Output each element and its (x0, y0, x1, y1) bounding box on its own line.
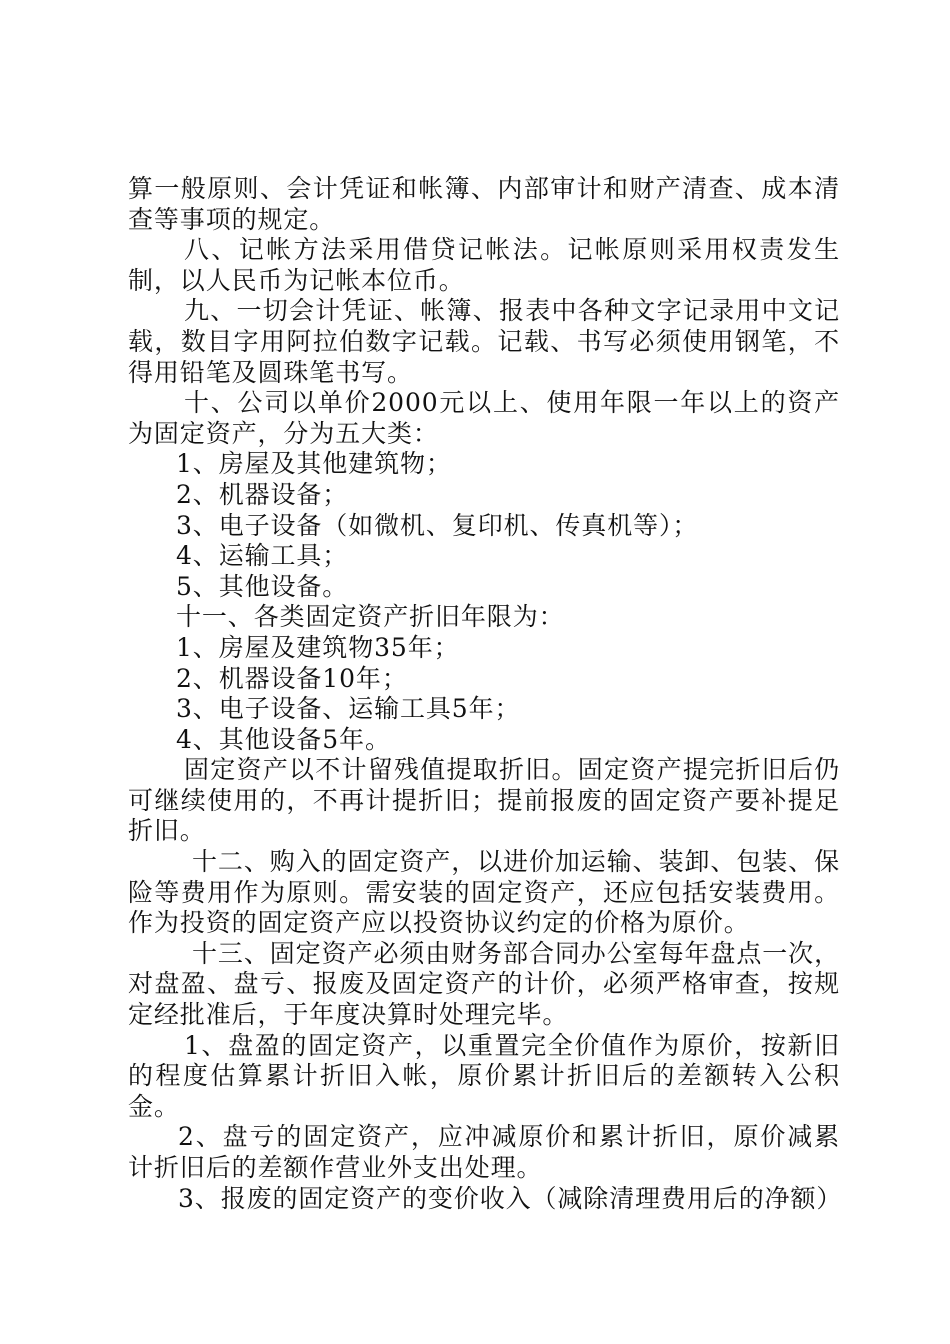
list-item-inventory-2: 2、盘亏的固定资产，应冲减原价和累计折旧，原价减累计折旧后的差额作营业外支出处理。 (128, 1122, 840, 1182)
list-item-depreciation-1: 1、房屋及建筑物35年； (176, 632, 460, 662)
paragraph-article-9: 九、一切会计凭证、帐簿、报表中各种文字记录用中文记载，数目字用阿拉伯数字记载。记载、书写必须使用钢笔，不得用铅笔及圆珠笔书写。 (128, 296, 840, 387)
paragraph-article-8: 八、记帐方法采用借贷记帐法。记帐原则采用权责发生制，以人民币为记帐本位币。 (128, 235, 840, 295)
paragraph-continuation: 算一般原则、会计凭证和帐簿、内部审计和财产清查、成本清查等事项的规定。 (128, 174, 840, 234)
paragraph-article-12: 十二、购入的固定资产，以进价加运输、装卸、包装、保险等费用作为原则。需安装的固定资产，还应包括安装费用。作为投资的固定资产应以投资协议约定的价格为原价。 (128, 847, 840, 938)
list-item-inventory-1: 1、盘盈的固定资产，以重置完全价值作为原价，按新旧的程度估算累计折旧入帐，原价累计折旧后的差额转入公积金。 (128, 1030, 840, 1121)
list-item-depreciation-4: 4、其他设备5年。 (176, 724, 391, 754)
paragraph-article-11: 十一、各类固定资产折旧年限为： (176, 602, 565, 632)
list-item-depreciation-2: 2、机器设备10年； (176, 663, 408, 693)
list-item-inventory-3: 3、报废的固定资产的变价收入（减除清理费用后的净额） (178, 1183, 843, 1213)
list-item-asset-class-5: 5、其他设备。 (176, 571, 349, 601)
document-body (128, 174, 843, 1214)
paragraph-article-13: 十三、固定资产必须由财务部合同办公室每年盘点一次，对盘盈、盘亏、报废及固定资产的计价，必须严格审查，按规定经批准后，于年度决算时处理完毕。 (128, 938, 840, 1030)
list-item-asset-class-1: 1、房屋及其他建筑物； (176, 449, 452, 479)
list-item-asset-class-4: 4、运输工具； (176, 541, 349, 571)
list-item-depreciation-3: 3、电子设备、运输工具5年； (176, 694, 521, 724)
paragraph-residual-value: 固定资产以不计留残值提取折旧。固定资产提完折旧后仍可继续使用的，不再计提折旧；提前报废的固定资产要补提足折旧。 (128, 755, 840, 846)
list-item-asset-class-2: 2、机器设备； (176, 479, 349, 509)
paragraph-article-10: 十、公司以单价2000元以上、使用年限一年以上的资产为固定资产，分为五大类： (128, 388, 840, 448)
list-item-asset-class-3: 3、电子设备（如微机、复印机、传真机等）； (176, 510, 699, 540)
